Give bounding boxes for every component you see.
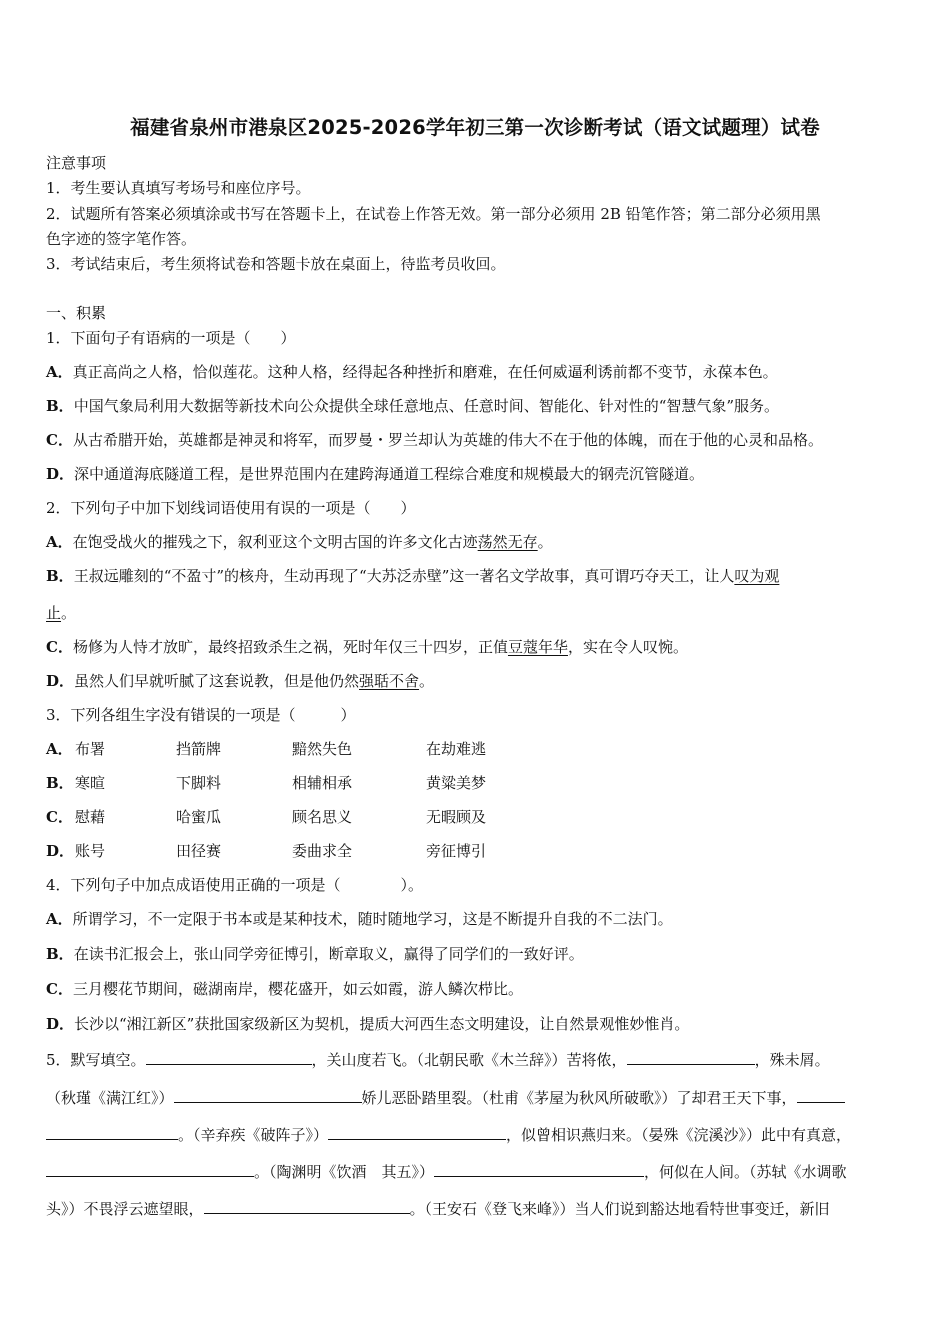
text: 。（辛弃疾《破阵子》） [178, 1126, 329, 1144]
option-text: 在读书汇报会上，张山同学旁征博引，断章取义，赢得了同学们的一致好评。 [73, 945, 584, 963]
option-text: 深中通道海底隧道工程，是世界范围内在建跨海通道工程综合难度和规模最大的钢壳沉管隧道。 [74, 465, 705, 483]
question-2-option-c: C．杨修为人恃才放旷，最终招致杀生之祸，死时年仅三十四岁，正值豆蔻年华，实在令人叹惋。 [46, 638, 688, 656]
q3-row-d-label: D． [46, 842, 75, 860]
q3-row-d-word-2: 田径赛 [176, 842, 222, 860]
question-2-option-a: A．在饱受战火的摧残之下，叙利亚这个文明古国的许多文化古迹荡然无存。 [46, 533, 553, 551]
option-text: 真正高尚之人格，恰似莲花。这种人格，经得起各种挫折和磨难，在任何威逼利诱前都不变节，永葆本色。 [72, 363, 778, 381]
option-text-end: 。 [419, 672, 435, 690]
option-text: 所谓学习，不一定限于书本或是某种技术，随时随地学习，这是不断提升自我的不二法门。 [72, 910, 673, 928]
answer-blank[interactable] [434, 1162, 644, 1177]
question-4-option-b: B．在读书汇报会上，张山同学旁征博引，断章取义，赢得了同学们的一致好评。 [46, 945, 584, 963]
option-text: 王叔远雕刻的“不盈寸”的核舟，生动再现了“大苏泛赤壁”这一著名文学故事，真可谓巧夺天工，让人 [73, 567, 735, 585]
answer-blank[interactable] [797, 1088, 845, 1103]
question-1-option-b: B．中国气象局利用大数据等新技术向公众提供全球任意地点、任意时间、智能化、针对性的“智慧气象”服务。 [46, 397, 780, 415]
question-1-option-d: D．深中通道海底隧道工程，是世界范围内在建跨海通道工程综合难度和规模最大的钢壳沉管隧道。 [46, 465, 705, 483]
page-title: 福建省泉州市港泉区2025-2026学年初三第一次诊断考试（语文试题理）试卷 [130, 116, 820, 139]
q3-row-a-word-4: 在劫难逃 [426, 740, 487, 758]
q3-row-a-word-3: 黯然失色 [292, 740, 353, 758]
notice-item-2-cont: 色字迹的签字笔作答。 [46, 230, 197, 248]
question-5-line-2 [46, 1087, 845, 1108]
q3-row-b-word-1: 寒暄 [75, 774, 106, 792]
question-2-option-b: B．王叔远雕刻的“不盈寸”的核舟，生动再现了“大苏泛赤壁”这一著名文学故事，真可谓巧夺天工，让人叹为观 [46, 567, 780, 585]
answer-blank[interactable] [204, 1199, 410, 1214]
underlined-term: 强聒不舍 [359, 672, 420, 690]
option-text: 中国气象局利用大数据等新技术向公众提供全球任意地点、任意时间、智能化、针对性的“智慧气象”服务。 [73, 397, 780, 415]
q3-row-d-word-4: 旁征博引 [426, 842, 487, 860]
question-5-line-5 [46, 1198, 830, 1219]
text: 5．默写填空。 [46, 1051, 146, 1069]
question-4-option-a: A．所谓学习，不一定限于书本或是某种技术，随时随地学习，这是不断提升自我的不二法门。 [46, 910, 673, 928]
q3-row-a-word-1: 布署 [75, 740, 106, 758]
text: （秋瑾《满江红》） [46, 1089, 174, 1107]
question-4-option-c: C．三月樱花节期间，磁湖南岸，樱花盛开，如云如霞，游人鳞次栉比。 [46, 980, 523, 998]
q3-row-b-word-2: 下脚料 [176, 774, 222, 792]
q3-row-c-label: C． [46, 808, 73, 826]
text: ，何似在人间。（苏轼《水调歌 [644, 1163, 847, 1181]
q3-row-a-label: A． [46, 740, 73, 758]
question-5-line-4 [46, 1161, 847, 1182]
q3-row-c-word-1: 慰藉 [75, 808, 106, 826]
answer-blank[interactable] [627, 1050, 755, 1065]
answer-blank[interactable] [174, 1088, 362, 1103]
question-1-stem: 1．下面句子有语病的一项是（ ） [46, 329, 296, 347]
question-3-stem: 3．下列各组生字没有错误的一项是（ ） [46, 706, 356, 724]
text: ，关山度若飞。（北朝民歌《木兰辞》）苦将侬， [311, 1051, 627, 1069]
option-text-end: ，实在令人叹惋。 [567, 638, 688, 656]
answer-blank[interactable] [328, 1125, 506, 1140]
text: 。（王安石《登飞来峰》）当人们说到豁达地看特世事变迁，新旧 [409, 1200, 830, 1218]
option-text-end: 。 [537, 533, 553, 551]
q3-row-b-word-3: 相辅相承 [292, 774, 353, 792]
option-text: 三月樱花节期间，磁湖南岸，樱花盛开，如云如霞，游人鳞次栉比。 [72, 980, 523, 998]
question-5-line-1 [46, 1049, 830, 1070]
q3-row-b-word-4: 黄粱美梦 [426, 774, 487, 792]
underlined-term: 豆蔻年华 [507, 638, 568, 656]
underlined-term: 叹为观 [734, 567, 780, 585]
question-5-line-3 [46, 1124, 851, 1145]
text: 娇儿恶卧踏里裂。（杜甫《茅屋为秋风所破歌》）了却君王天下事， [361, 1089, 797, 1107]
notice-item-2: 2．试题所有答案必须填涂或书写在答题卡上，在试卷上作答无效。第一部分必须用 2B 铅笔作答；第二部分必须用黑 [46, 205, 821, 223]
option-text: 从古希腊开始，英雄都是神灵和将军，而罗曼・罗兰却认为英雄的伟大不在于他的体魄，而在于他的心灵和品格。 [72, 431, 823, 449]
text: 头》）不畏浮云遮望眼， [46, 1200, 204, 1218]
text: ，殊未屑。 [754, 1051, 830, 1069]
underlined-term: 荡然无存 [477, 533, 538, 551]
notice-heading: 注意事项 [46, 154, 107, 172]
q3-row-d-word-3: 委曲求全 [292, 842, 353, 860]
question-2-option-d: D．虽然人们早就听腻了这套说教，但是他仍然强聒不舍。 [46, 672, 435, 690]
underlined-term-cont: 止 [46, 604, 62, 622]
section-heading: 一、积累 [46, 304, 107, 322]
option-text-end: 。 [61, 604, 77, 622]
q3-row-c-word-3: 顾名思义 [292, 808, 353, 826]
question-2-option-b-cont [46, 602, 76, 623]
answer-blank[interactable] [146, 1050, 312, 1065]
option-text: 虽然人们早就听腻了这套说教，但是他仍然 [74, 672, 360, 690]
question-4-option-d: D．长沙以“湘江新区”获批国家级新区为契机，提质大河西生态文明建设，让自然景观惟妙惟肖。 [46, 1015, 690, 1033]
option-text: 长沙以“湘江新区”获批国家级新区为契机，提质大河西生态文明建设，让自然景观惟妙惟肖。 [74, 1015, 690, 1033]
answer-blank[interactable] [46, 1125, 178, 1140]
question-2-stem: 2．下列句子中加下划线词语使用有误的一项是（ ） [46, 499, 416, 517]
q3-row-c-word-2: 哈蜜瓜 [176, 808, 222, 826]
question-1-option-c: C．从古希腊开始，英雄都是神灵和将军，而罗曼・罗兰却认为英雄的伟大不在于他的体魄，而在于他的心灵和品格。 [46, 431, 823, 449]
notice-item-1: 1．考生要认真填写考场号和座位序号。 [46, 179, 311, 197]
text: ，似曾相识燕归来。（晏殊《浣溪沙》）此中有真意， [506, 1126, 852, 1144]
text: 。（陶渊明《饮酒 其五》） [254, 1163, 435, 1181]
notice-item-3: 3．考试结束后，考生须将试卷和答题卡放在桌面上，待监考员收回。 [46, 255, 506, 273]
question-4-stem: 4．下列句子中加点成语使用正确的一项是（ ）。 [46, 876, 424, 894]
option-text: 杨修为人恃才放旷，最终招致杀生之祸，死时年仅三十四岁，正值 [72, 638, 508, 656]
q3-row-b-label: B． [46, 774, 74, 792]
q3-row-c-word-4: 无暇顾及 [426, 808, 487, 826]
q3-row-a-word-2: 挡箭牌 [176, 740, 222, 758]
answer-blank[interactable] [46, 1162, 254, 1177]
question-1-option-a: A．真正高尚之人格，恰似莲花。这种人格，经得起各种挫折和磨难，在任何威逼利诱前都不变节，永葆本色。 [46, 363, 778, 381]
option-text: 在饱受战火的摧残之下，叙利亚这个文明古国的许多文化古迹 [72, 533, 478, 551]
q3-row-d-word-1: 账号 [75, 842, 106, 860]
